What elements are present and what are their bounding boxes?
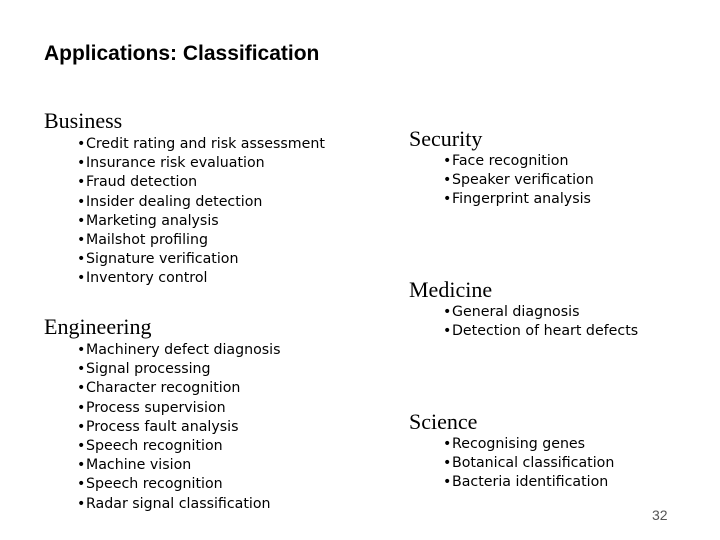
section-business [44,108,325,289]
list-item-label: Process supervision [86,399,226,416]
list-item-label: Fraud detection [86,174,198,191]
list-item [77,456,281,475]
list-item [77,269,325,288]
item-list [443,152,594,210]
list-item-label: Detection of heart defects [452,323,639,340]
item-list [443,303,638,341]
list-item [77,135,325,154]
list-item [77,173,325,192]
list-item [77,231,325,250]
list-item-label: Signal processing [86,361,211,378]
list-item-label: Mailshot profiling [86,232,208,249]
list-item-label: Machinery defect diagnosis [86,342,281,358]
list-item-label: Signature verification [86,251,239,268]
bullet-icon: • [77,361,86,378]
list-item-label: Face recognition [452,153,569,169]
bullet-icon: • [77,399,86,416]
item-list [77,341,281,514]
bullet-icon: • [77,438,86,455]
bullet-icon: • [443,153,452,169]
bullet-icon: • [77,495,86,512]
list-item [77,154,325,173]
list-item [77,379,281,398]
bullet-icon: • [77,342,86,358]
list-item-label: Radar signal classification [86,495,271,512]
list-item-label: Insurance risk evaluation [86,155,265,172]
item-list [77,135,325,289]
page-number: 32 [652,507,668,523]
list-item-label: Credit rating and risk assessment [86,136,325,152]
list-item-label: Speech recognition [86,476,223,493]
bullet-icon: • [443,474,452,491]
bullet-icon: • [77,476,86,493]
list-item-label: Inventory control [86,270,208,287]
bullet-icon: • [77,155,86,172]
list-item [443,190,594,209]
section-security [409,126,594,210]
section-medicine [409,277,638,341]
section-engineering [44,314,281,514]
list-item-label: Speaker verification [452,172,594,189]
list-item [77,418,281,437]
bullet-icon: • [443,304,452,320]
item-list [443,435,614,493]
list-item-label: Fingerprint analysis [452,191,591,208]
bullet-icon: • [77,418,86,435]
list-item-label: Marketing analysis [86,212,219,229]
bullet-icon: • [77,457,86,474]
section-heading: Security [409,126,483,151]
bullet-icon: • [77,270,86,287]
bullet-icon: • [77,232,86,249]
list-item [443,152,594,171]
section-heading: Medicine [409,277,493,302]
bullet-icon: • [77,212,86,229]
list-item [443,473,614,492]
list-item [443,454,614,473]
list-item [77,193,325,212]
list-item-label: Botanical classification [452,455,615,472]
list-item-label: Speech recognition [86,438,223,455]
list-item-label: Recognising genes [452,436,586,452]
bullet-icon: • [443,191,452,208]
bullet-icon: • [443,172,452,189]
list-item [443,322,638,341]
list-item [77,475,281,494]
list-item [443,435,614,454]
bullet-icon: • [77,251,86,268]
list-item-label: Character recognition [86,380,241,397]
list-item [77,437,281,456]
bullet-icon: • [443,323,452,340]
list-item-label: Process fault analysis [86,418,239,435]
section-science [409,409,614,493]
list-item [443,303,638,322]
list-item [77,399,281,418]
list-item [443,171,594,190]
bullet-icon: • [77,136,86,152]
section-heading: Engineering [44,314,152,339]
list-item [77,212,325,231]
section-heading: Science [409,409,478,434]
list-item [77,250,325,269]
list-item-label: Insider dealing detection [86,193,263,210]
bullet-icon: • [443,436,452,452]
list-item [77,360,281,379]
bullet-icon: • [77,380,86,397]
bullet-icon: • [77,193,86,210]
section-heading: Business [44,108,123,133]
list-item [77,341,281,360]
list-item-label: Bacteria identification [452,474,609,491]
slide-title: Applications: Classification [44,42,320,65]
bullet-icon: • [443,455,452,472]
list-item-label: General diagnosis [452,304,580,320]
bullet-icon: • [77,174,86,191]
list-item-label: Machine vision [86,457,192,474]
list-item [77,495,281,514]
